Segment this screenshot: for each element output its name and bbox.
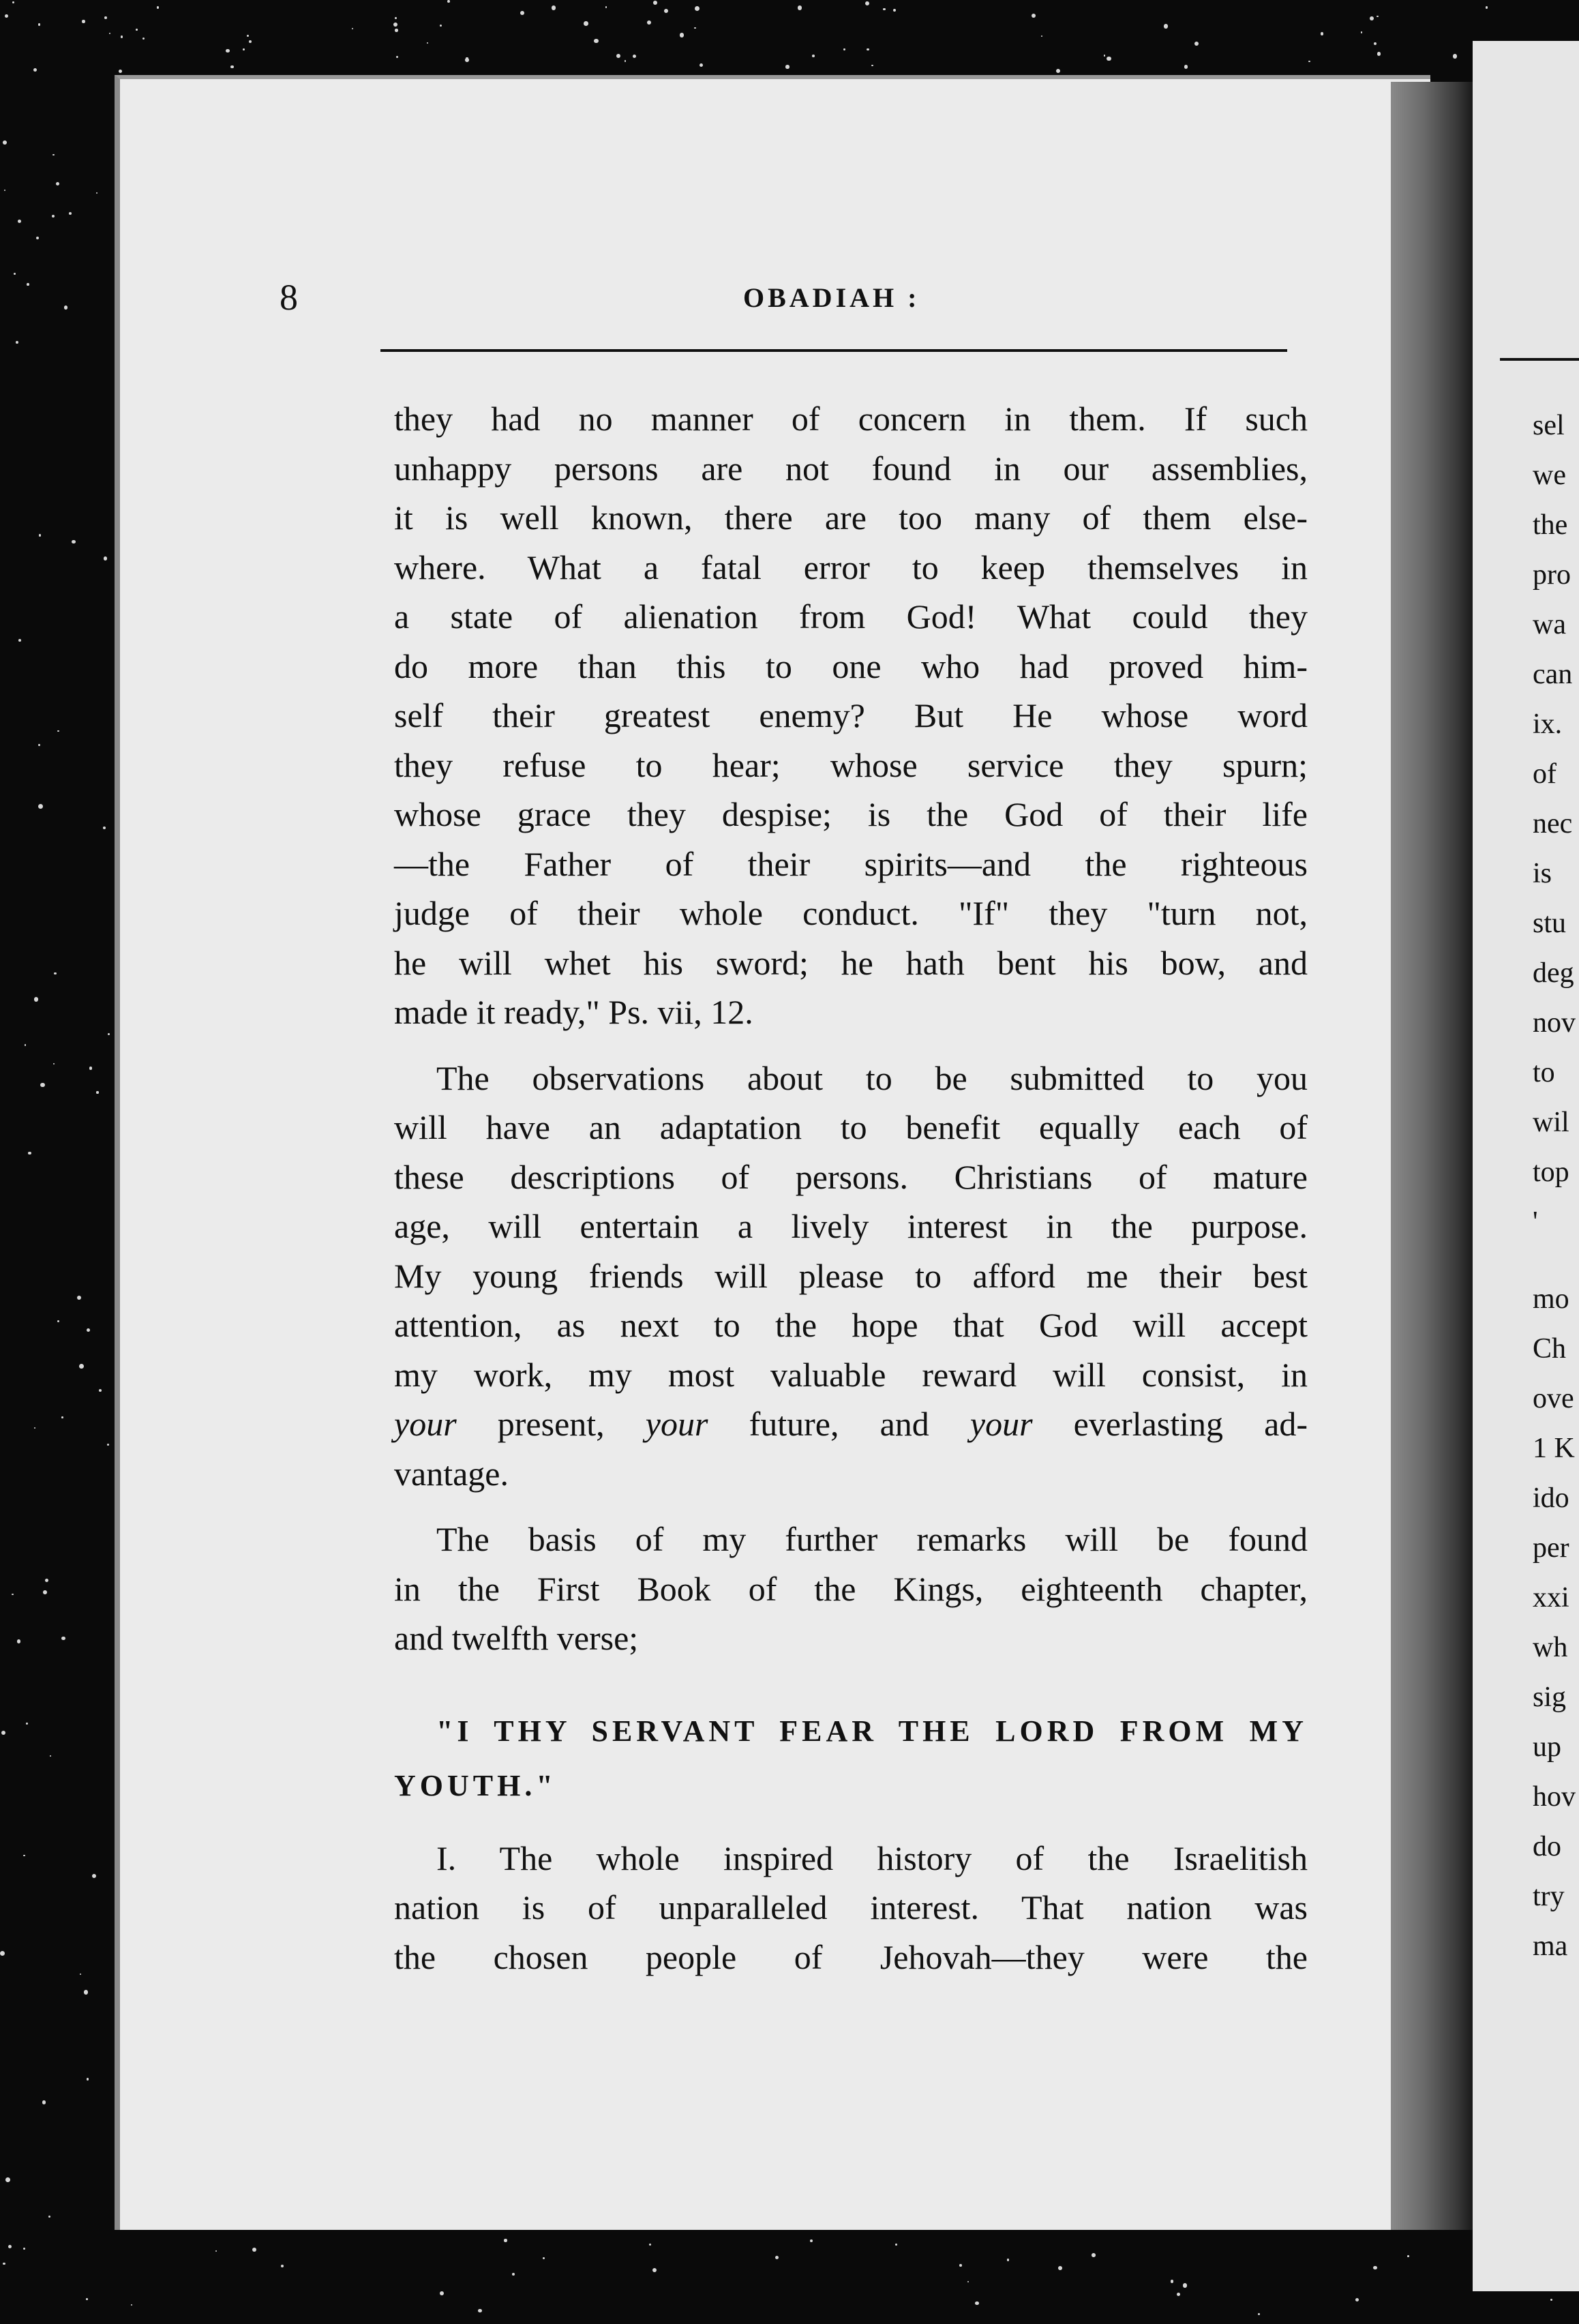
noise-speck: [54, 972, 56, 974]
noise-speck: [552, 5, 556, 10]
noise-speck: [249, 40, 252, 43]
facing-page-fragment: wil: [1533, 1107, 1569, 1138]
noise-speck: [136, 29, 138, 31]
noise-speck: [1058, 2266, 1062, 2270]
noise-speck: [50, 1755, 51, 1757]
noise-speck: [1308, 61, 1310, 63]
noise-speck: [465, 58, 469, 62]
facing-page-fragment: stu: [1533, 908, 1567, 939]
noise-speck: [230, 65, 234, 69]
noise-speck: [48, 2216, 50, 2218]
text-line: I. The whole inspired history of the Israelitish: [436, 1838, 1308, 1877]
noise-speck: [3, 140, 7, 145]
noise-speck: [616, 54, 620, 58]
noise-speck: [87, 1328, 90, 1332]
paragraph-1: [394, 394, 1308, 1037]
noise-speck: [92, 1874, 96, 1878]
noise-speck: [843, 48, 845, 50]
noise-speck: [121, 35, 123, 38]
emphasis-word: your: [645, 1405, 708, 1443]
noise-speck: [107, 1444, 109, 1446]
noise-speck: [812, 55, 815, 57]
noise-speck: [103, 826, 106, 829]
emphasis-line-text: present, your future, and your everlasting ad-: [497, 1405, 1308, 1443]
facing-page-fragment: to: [1533, 1057, 1555, 1088]
text-line: My young friends will please to afford me their best: [394, 1256, 1308, 1295]
noise-speck: [396, 56, 398, 58]
text-line: do more than this to one who had proved him-: [394, 646, 1308, 685]
text-line-emphasis: [394, 1399, 1308, 1449]
noise-speck: [1550, 2299, 1552, 2301]
noise-speck: [42, 2100, 46, 2104]
noise-speck: [36, 237, 39, 239]
noise-speck: [96, 1091, 98, 1093]
noise-speck: [25, 1044, 26, 1045]
noise-speck: [959, 2264, 962, 2267]
noise-speck: [247, 35, 250, 38]
facing-page-fragment: top: [1533, 1157, 1569, 1188]
noise-speck: [1258, 2313, 1260, 2315]
body-text: [394, 394, 1308, 1998]
noise-speck: [1355, 2298, 1359, 2301]
book-gutter-shadow: [1391, 82, 1473, 2230]
noise-speck: [5, 2177, 10, 2182]
text-line: they had no manner of concern in them. If such: [394, 400, 1308, 438]
noise-speck: [53, 1063, 55, 1064]
facing-page-fragment: ma: [1533, 1931, 1568, 1962]
noise-speck: [52, 215, 55, 218]
noise-speck: [28, 1152, 31, 1155]
noise-speck: [440, 2291, 445, 2296]
facing-page-fragment: nov: [1533, 1007, 1576, 1039]
noise-speck: [27, 283, 29, 286]
facing-page-fragment: hov: [1533, 1781, 1576, 1813]
emphasis-word: your: [394, 1405, 457, 1443]
noise-speck: [594, 39, 599, 44]
noise-speck: [1486, 6, 1488, 9]
noise-speck: [57, 1320, 59, 1322]
noise-speck: [1092, 2253, 1096, 2257]
text-line: The basis of my further remarks will be found: [436, 1520, 1308, 1558]
facing-page-rule: [1500, 358, 1579, 361]
noise-speck: [664, 9, 668, 13]
noise-speck: [4, 190, 5, 191]
noise-speck: [33, 68, 37, 72]
noise-speck: [52, 154, 55, 156]
noise-speck: [1453, 54, 1458, 59]
noise-speck: [64, 306, 68, 310]
noise-speck: [395, 29, 398, 32]
noise-speck: [226, 49, 230, 53]
text-line: judge of their whole conduct. "If" they "turn not,: [394, 894, 1308, 932]
page-header: [280, 276, 1289, 317]
noise-speck: [967, 2281, 969, 2282]
facing-page-fragment: xxi: [1533, 1582, 1569, 1613]
facing-page-fragment: nec: [1533, 808, 1573, 839]
noise-speck: [1370, 16, 1374, 20]
noise-speck: [82, 20, 85, 23]
noise-speck: [512, 2273, 515, 2276]
noise-speck: [38, 744, 40, 746]
facing-page-fragment: per: [1533, 1532, 1569, 1564]
noise-speck: [23, 2248, 26, 2250]
noise-speck: [14, 273, 16, 275]
noise-speck: [108, 1033, 110, 1035]
facing-page-fragment: ido: [1533, 1483, 1569, 1514]
noise-speck: [1056, 69, 1060, 73]
noise-speck: [1107, 57, 1111, 61]
noise-speck: [8, 2245, 12, 2248]
noise-speck: [700, 63, 704, 68]
text-line: my work, my most valuable reward will consist, in: [394, 1355, 1308, 1394]
facing-page-fragment: mo: [1533, 1283, 1569, 1315]
noise-speck: [96, 192, 97, 194]
paragraph-4: [394, 1834, 1308, 1982]
text-line: they refuse to hear; whose service they spurn;: [394, 745, 1308, 784]
noise-speck: [1374, 42, 1377, 45]
text-line: nation is of unparalleled interest. That nation was: [394, 1888, 1308, 1926]
noise-speck: [447, 0, 450, 3]
noise-speck: [104, 16, 107, 19]
noise-speck: [157, 6, 160, 9]
noise-speck: [871, 65, 873, 67]
noise-speck: [1377, 52, 1381, 56]
text-line: —the Father of their spirits—and the righteous: [394, 844, 1308, 883]
facing-page-edge: [1473, 41, 1579, 2291]
noise-speck: [1184, 65, 1188, 69]
noise-speck: [18, 220, 21, 223]
noise-speck: [584, 21, 588, 26]
facing-page-fragment: sig: [1533, 1682, 1567, 1713]
noise-speck: [77, 1296, 81, 1300]
noise-speck: [43, 1590, 47, 1594]
noise-speck: [38, 23, 41, 26]
text-line: the chosen people of Jehovah—they were the: [394, 1937, 1308, 1976]
facing-page-fragment: ': [1533, 1206, 1538, 1238]
text-line: attention, as next to the hope that God will accept: [394, 1306, 1308, 1344]
noise-speck: [440, 25, 442, 27]
noise-speck: [61, 1637, 65, 1640]
noise-speck: [352, 28, 353, 29]
facing-page-fragment: try: [1533, 1881, 1565, 1912]
noise-speck: [695, 6, 700, 11]
facing-page-fragment: the: [1533, 509, 1568, 541]
scripture-quote: [394, 1704, 1308, 1813]
paragraph-2: [394, 1054, 1308, 1499]
noise-speck: [605, 6, 607, 8]
text-line: vantage.: [394, 1454, 509, 1493]
running-head: OBADIAH :: [743, 282, 920, 313]
noise-speck: [520, 11, 524, 15]
noise-speck: [79, 1364, 84, 1369]
noise-speck: [1164, 24, 1169, 29]
text-line: made it ready," Ps. vii, 12.: [394, 993, 753, 1031]
noise-speck: [26, 1723, 28, 1725]
noise-speck: [478, 2309, 481, 2312]
noise-speck: [1321, 32, 1323, 35]
noise-speck: [975, 2301, 979, 2306]
noise-speck: [5, 14, 8, 18]
facing-page-fragment: of: [1533, 758, 1557, 790]
noise-speck: [131, 2304, 132, 2306]
noise-speck: [18, 639, 21, 642]
noise-speck: [867, 48, 869, 50]
noise-speck: [893, 9, 896, 12]
emphasis-word: your: [969, 1405, 1033, 1443]
noise-speck: [395, 17, 397, 19]
noise-speck: [652, 2268, 657, 2272]
quote-line: "I THY SERVANT FEAR THE LORD FROM MY: [436, 1714, 1308, 1748]
noise-speck: [243, 48, 245, 50]
noise-speck: [104, 556, 108, 561]
noise-speck: [504, 2239, 507, 2241]
noise-speck: [34, 1427, 35, 1429]
noise-speck: [1361, 31, 1362, 33]
noise-speck: [12, 1594, 14, 1596]
noise-speck: [543, 2257, 545, 2259]
noise-speck: [38, 804, 43, 809]
noise-speck: [40, 1083, 45, 1088]
noise-speck: [680, 33, 684, 37]
noise-speck: [1171, 2280, 1174, 2283]
facing-page-fragment: wa: [1533, 609, 1566, 640]
text-line: The observations about to be submitted to you: [436, 1058, 1308, 1097]
facing-page-fragment: sel: [1533, 410, 1565, 441]
facing-page-fragment: Ch: [1533, 1333, 1567, 1365]
noise-speck: [99, 1389, 102, 1392]
text-line: whose grace they despise; is the God of their life: [394, 795, 1308, 833]
noise-speck: [649, 2244, 651, 2246]
noise-speck: [215, 2250, 217, 2252]
noise-speck: [895, 2244, 897, 2246]
noise-speck: [785, 65, 789, 68]
noise-speck: [810, 2239, 813, 2242]
facing-page-fragment: wh: [1533, 1632, 1568, 1663]
page-number: 8: [280, 277, 298, 318]
noise-speck: [1177, 2293, 1180, 2296]
header-rule: [380, 349, 1287, 352]
noise-speck: [89, 1067, 93, 1070]
noise-speck: [1183, 2283, 1188, 2288]
noise-speck: [69, 212, 72, 215]
facing-page-fragment: is: [1533, 858, 1552, 889]
noise-speck: [798, 5, 802, 10]
noise-speck: [80, 1973, 81, 1975]
noise-speck: [1373, 2266, 1377, 2269]
text-line: self their greatest enemy? But He whose word: [394, 696, 1308, 734]
noise-speck: [694, 27, 696, 29]
text-line: age, will entertain a lively interest in the purpose.: [394, 1207, 1308, 1245]
facing-page-fragment: deg: [1533, 957, 1574, 989]
noise-speck: [0, 1951, 5, 1956]
text-line: unhappy persons are not found in our assemblies,: [394, 449, 1308, 488]
facing-page-fragment: pro: [1533, 559, 1571, 591]
noise-speck: [1377, 16, 1379, 18]
noise-speck: [84, 1990, 89, 1995]
text-line: where. What a fatal error to keep themselves in: [394, 548, 1308, 586]
text-line: it is well known, there are too many of them else-: [394, 498, 1308, 537]
facing-page-fragment: we: [1533, 460, 1566, 491]
noise-speck: [1194, 42, 1199, 46]
noise-speck: [39, 534, 41, 536]
noise-speck: [393, 23, 398, 27]
text-line: a state of alienation from God! What could they: [394, 597, 1308, 636]
facing-page-fragment: can: [1533, 659, 1573, 690]
text-line: and twelfth verse;: [394, 1619, 639, 1657]
noise-speck: [61, 1416, 63, 1418]
noise-speck: [34, 997, 39, 1002]
quote-line: YOUTH.": [394, 1768, 557, 1802]
noise-speck: [16, 341, 18, 344]
noise-speck: [883, 8, 885, 10]
noise-speck: [647, 20, 651, 25]
noise-speck: [72, 540, 76, 544]
text-line: these descriptions of persons. Christians of mature: [394, 1157, 1308, 1196]
text-line: he will whet his sword; he hath bent his bow, and: [394, 943, 1308, 982]
noise-speck: [57, 730, 59, 732]
facing-page-fragment: ix.: [1533, 709, 1563, 740]
noise-speck: [56, 182, 59, 185]
noise-speck: [775, 2256, 779, 2259]
noise-speck: [1041, 35, 1042, 37]
noise-speck: [45, 1579, 48, 1582]
noise-speck: [12, 1, 14, 3]
noise-speck: [23, 1855, 25, 1857]
facing-page-fragment: do: [1533, 1831, 1561, 1862]
noise-speck: [1407, 2255, 1409, 2257]
noise-speck: [427, 42, 428, 44]
noise-speck: [142, 38, 145, 40]
noise-speck: [1, 1731, 5, 1735]
facing-page-fragment: up: [1533, 1731, 1561, 1763]
noise-speck: [17, 1639, 20, 1643]
noise-speck: [1032, 14, 1036, 18]
facing-page-fragment: 1 K: [1533, 1433, 1575, 1464]
noise-speck: [281, 2265, 284, 2267]
noise-speck: [1007, 2259, 1010, 2261]
facing-page-fragment: ove: [1533, 1383, 1574, 1414]
noise-speck: [86, 2298, 88, 2300]
noise-speck: [1104, 55, 1105, 56]
noise-speck: [109, 33, 110, 34]
noise-speck: [633, 55, 636, 58]
noise-speck: [625, 60, 626, 61]
text-line: will have an adaptation to benefit equally each of: [394, 1108, 1308, 1146]
noise-speck: [252, 2248, 256, 2252]
noise-speck: [119, 70, 122, 73]
noise-speck: [865, 1, 869, 5]
text-line: in the First Book of the Kings, eighteenth chapter,: [394, 1569, 1308, 1608]
noise-speck: [3, 2263, 5, 2265]
noise-speck: [653, 1, 657, 5]
noise-speck: [87, 2078, 89, 2080]
paragraph-3: [394, 1515, 1308, 1663]
